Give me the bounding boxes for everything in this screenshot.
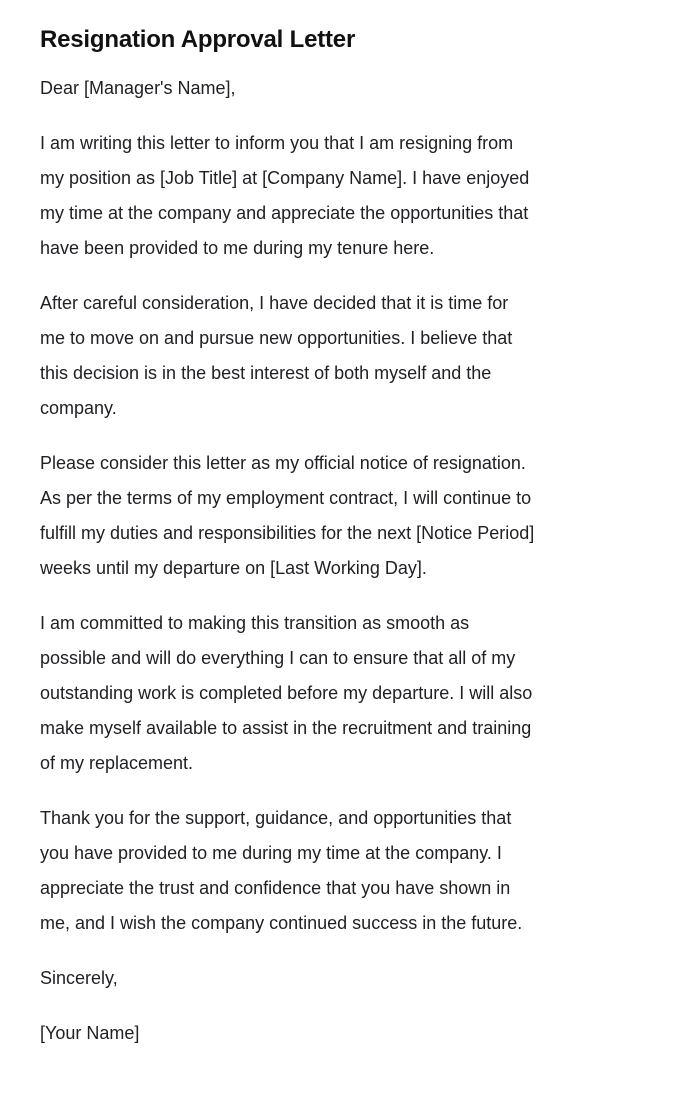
paragraph-line: this decision is in the best interest of both myself and the xyxy=(40,363,492,383)
paragraph-line: you have provided to me during my time at the company. I xyxy=(40,843,502,863)
paragraph-line: company. xyxy=(40,398,117,418)
paragraph-line: fulfill my duties and responsibilities for the next [Notice Period] xyxy=(40,523,535,543)
paragraph-decision xyxy=(40,286,670,426)
paragraph-line: possible and will do everything I can to ensure that all of my xyxy=(40,648,516,668)
paragraph-transition xyxy=(40,606,670,781)
paragraph-line: Thank you for the support, guidance, and opportunities that xyxy=(40,808,512,828)
paragraph-line: outstanding work is completed before my departure. I will also xyxy=(40,683,533,703)
paragraph-line: make myself available to assist in the recruitment and training xyxy=(40,718,532,738)
paragraph-line: appreciate the trust and confidence that you have shown in xyxy=(40,878,511,898)
letter-title: Resignation Approval Letter xyxy=(40,26,356,53)
paragraph-line: me, and I wish the company continued success in the future. xyxy=(40,913,523,933)
paragraph-notice xyxy=(40,446,670,586)
salutation: Dear [Manager's Name], xyxy=(40,78,236,98)
signature-placeholder: [Your Name] xyxy=(40,1023,140,1043)
paragraph-line: have been provided to me during my tenure here. xyxy=(40,238,435,258)
paragraph-line: of my replacement. xyxy=(40,753,194,773)
closing: Sincerely, xyxy=(40,968,118,988)
paragraph-line: Please consider this letter as my official notice of resignation. xyxy=(40,453,526,473)
paragraph-line: After careful consideration, I have decided that it is time for xyxy=(40,293,509,313)
paragraph-intro xyxy=(40,126,670,266)
paragraph-line: weeks until my departure on [Last Working Day]. xyxy=(40,558,427,578)
paragraph-line: I am committed to making this transition as smooth as xyxy=(40,613,470,633)
paragraph-line: I am writing this letter to inform you that I am resigning from xyxy=(40,133,514,153)
paragraph-line: me to move on and pursue new opportunities. I believe that xyxy=(40,328,513,348)
paragraph-line: my position as [Job Title] at [Company Name]. I have enjoyed xyxy=(40,168,530,188)
paragraph-line: my time at the company and appreciate the opportunities that xyxy=(40,203,529,223)
paragraph-thanks xyxy=(40,801,670,941)
paragraph-line: As per the terms of my employment contract, I will continue to xyxy=(40,488,532,508)
